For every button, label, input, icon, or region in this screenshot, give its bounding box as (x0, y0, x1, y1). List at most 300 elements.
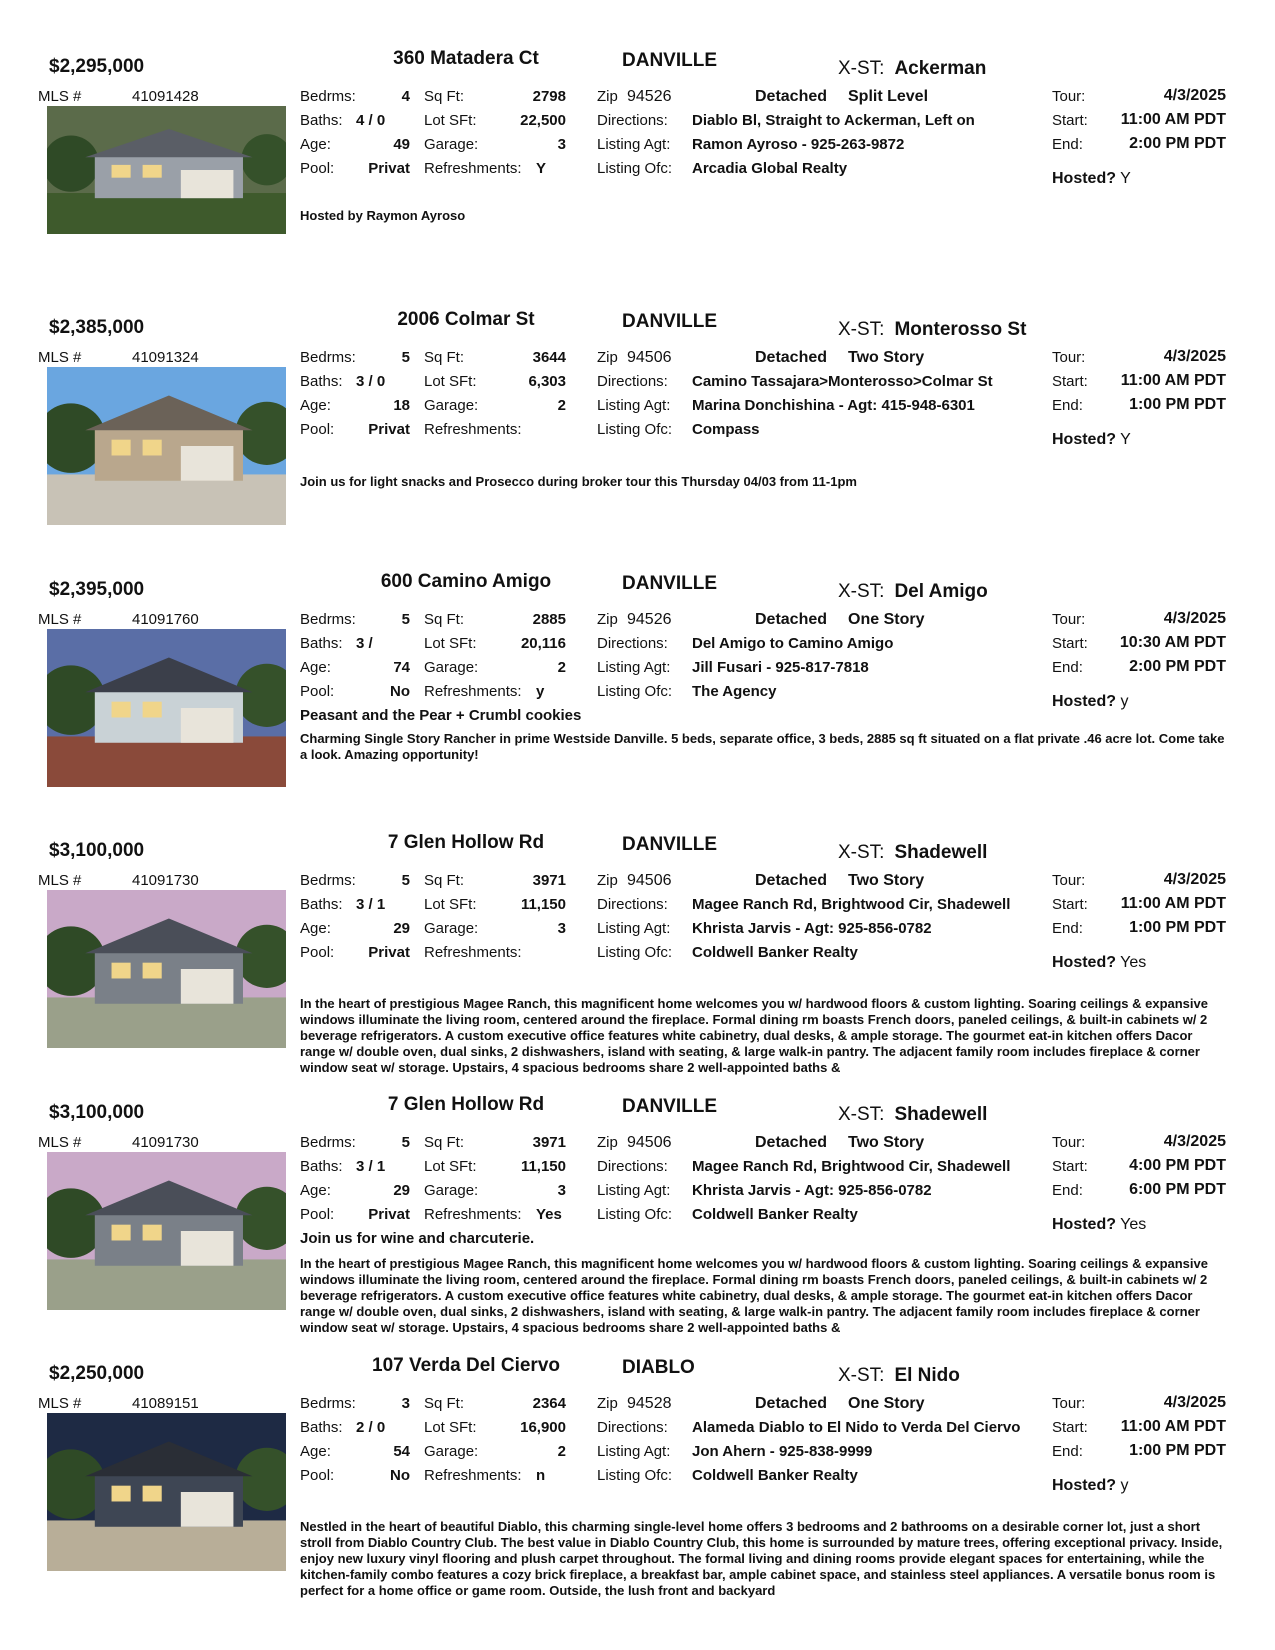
garage-value: 3 (557, 1182, 566, 1199)
age-label: Age: (300, 1443, 331, 1460)
start-time: 11:00 AM PDT (1120, 111, 1226, 128)
mls-number: 41091428 (132, 88, 199, 105)
listing-card (0, 1086, 1275, 1348)
photo-garage-door (181, 1492, 234, 1527)
lot-label: Lot SFt: (424, 635, 477, 652)
pool-value: Privat (368, 944, 410, 961)
lot-value: 16,900 (520, 1419, 566, 1436)
bedrooms-label: Bedrms: (300, 88, 356, 105)
city: DANVILLE (622, 311, 717, 332)
pool-label: Pool: (300, 1206, 335, 1223)
city: DANVILLE (622, 834, 717, 855)
sqft-label: Sq Ft: (424, 1395, 465, 1412)
photo-ground (47, 997, 286, 1048)
bedrooms-value: 5 (401, 872, 410, 889)
photo-ground (47, 474, 286, 525)
cross-street-value: Monterosso St (894, 319, 1027, 340)
baths-value: 3 / 0 (356, 373, 386, 390)
zip-value: 94506 (627, 1134, 672, 1151)
garage-value: 2 (557, 659, 566, 676)
refreshments-value: Y (536, 160, 547, 177)
baths-label: Baths: (300, 112, 343, 129)
agent-value: Khrista Jarvis - Agt: 925-856-0782 (692, 1182, 932, 1199)
mls-number: 41089151 (132, 1395, 199, 1412)
age-label: Age: (300, 920, 331, 937)
pool-value: Privat (368, 1206, 410, 1223)
hosted (1052, 431, 1131, 449)
garage-label: Garage: (424, 659, 479, 676)
garage-value: 3 (557, 136, 566, 153)
hosted (1052, 693, 1128, 711)
agent-label: Listing Agt: (597, 136, 671, 153)
property-style: One Story (848, 611, 925, 628)
cross-street-value: Shadewell (894, 1104, 988, 1125)
refreshments-label: Refreshments: (424, 160, 522, 177)
property-photo (47, 890, 286, 1048)
photo-window-left (112, 1486, 131, 1502)
garage-label: Garage: (424, 136, 479, 153)
hosted-label: Hosted? (1052, 170, 1116, 187)
address: 7 Glen Hollow Rd (387, 832, 545, 853)
baths-label: Baths: (300, 896, 343, 913)
agent-label: Listing Agt: (597, 1443, 671, 1460)
tour-date: 4/3/2025 (1163, 1133, 1226, 1150)
pool-label: Pool: (300, 421, 335, 438)
photo-window-left (112, 702, 131, 718)
directions-value: Del Amigo to Camino Amigo (692, 635, 894, 652)
bedrooms-label: Bedrms: (300, 611, 356, 628)
garage-label: Garage: (424, 1443, 479, 1460)
office-value: Coldwell Banker Realty (692, 1206, 858, 1223)
start-label: Start: (1052, 896, 1088, 913)
property-type: Detached (755, 611, 828, 628)
hosted-value: Y (1120, 170, 1131, 187)
photo-window-mid (143, 1225, 162, 1241)
agent-value: Jon Ahern - 925-838-9999 (692, 1443, 873, 1460)
bedrooms-label: Bedrms: (300, 349, 356, 366)
agent-label: Listing Agt: (597, 659, 671, 676)
start-time: 11:00 AM PDT (1120, 895, 1226, 912)
house-photo-icon (47, 890, 286, 1048)
cross-street (838, 842, 987, 864)
cross-street-value: El Nido (894, 1365, 960, 1386)
property-photo (47, 106, 286, 234)
pool-value: No (390, 683, 410, 700)
pool-label: Pool: (300, 683, 335, 700)
bedrooms-value: 3 (401, 1395, 410, 1412)
hosted (1052, 954, 1146, 972)
end-time: 1:00 PM PDT (1129, 396, 1226, 413)
tour-date: 4/3/2025 (1163, 87, 1226, 104)
zip-label: Zip (597, 611, 618, 628)
directions-label: Directions: (597, 1158, 668, 1175)
cross-street-label: X-ST: (838, 581, 885, 602)
end-time: 1:00 PM PDT (1129, 919, 1226, 936)
refreshments-label: Refreshments: (424, 944, 522, 961)
cross-street (838, 319, 1026, 341)
tour-date: 4/3/2025 (1163, 871, 1226, 888)
photo-ground (47, 193, 286, 234)
description (300, 208, 1230, 290)
hosted-label: Hosted? (1052, 1216, 1116, 1233)
lot-value: 20,116 (520, 635, 566, 652)
hosted-label: Hosted? (1052, 954, 1116, 971)
photo-window-mid (143, 1486, 162, 1502)
zip-label: Zip (597, 1134, 618, 1151)
bedrooms-value: 5 (401, 1134, 410, 1151)
cross-street (838, 581, 988, 603)
start-time: 11:00 AM PDT (1120, 1418, 1226, 1435)
tour-note: Peasant and the Pear + Crumbl cookies (300, 707, 582, 724)
garage-label: Garage: (424, 920, 479, 937)
lot-label: Lot SFt: (424, 373, 477, 390)
hosted-value: y (1120, 1477, 1129, 1494)
end-label: End: (1052, 920, 1083, 937)
house-photo-icon (47, 629, 286, 787)
refreshments-label: Refreshments: (424, 1206, 522, 1223)
listing-card (0, 563, 1275, 825)
office-value: Arcadia Global Realty (692, 160, 848, 177)
description: In the heart of prestigious Magee Ranch, this magnificent home welcomes you w/ hardwood floors & custom lighting. Soaring ceilings & expansive windows illuminate the living room, centered around the fireplace. Formal dining rm boasts French doors, paneled ceilings, & built-in cabinets w/ 2 beverage refrigerators. A custom executive office features white cabinetry, dual desks, & ample storage. The gourmet eat-in kitchen offers Dacor range w/ double oven, dual sinks, 2 dishwashers, island with seating, & large walk-in pantry. The adjacent family room includes fireplace & corner window seat w/ storage. Upstairs, 4 spacious bedrooms share 2 well-appointed baths & (300, 1256, 1208, 1335)
property-photo (47, 629, 286, 787)
price: $3,100,000 (49, 840, 145, 861)
price: $2,385,000 (49, 317, 145, 338)
cross-street-value: Ackerman (894, 58, 987, 79)
garage-value: 2 (557, 397, 566, 414)
office-value: Coldwell Banker Realty (692, 1467, 858, 1484)
bedrooms-value: 4 (401, 88, 410, 105)
tour-label: Tour: (1052, 1134, 1086, 1151)
bedrooms-value: 5 (401, 611, 410, 628)
hosted-value: y (1120, 693, 1129, 710)
tour-date: 4/3/2025 (1163, 610, 1226, 627)
description (300, 469, 1230, 551)
tour-date: 4/3/2025 (1163, 1394, 1226, 1411)
sqft-label: Sq Ft: (424, 88, 465, 105)
baths-label: Baths: (300, 1158, 343, 1175)
hosted-value: Y (1120, 431, 1131, 448)
start-time: 10:30 AM PDT (1119, 634, 1226, 651)
mls-label: MLS # (38, 1134, 82, 1151)
garage-value: 3 (557, 920, 566, 937)
hosted-value: Yes (1120, 1216, 1147, 1233)
mls-label: MLS # (38, 1395, 82, 1412)
office-label: Listing Ofc: (597, 1467, 673, 1484)
hosted (1052, 1216, 1146, 1234)
cross-street-label: X-ST: (838, 1365, 885, 1386)
office-value: Coldwell Banker Realty (692, 944, 858, 961)
end-label: End: (1052, 397, 1083, 414)
refreshments-value: y (536, 683, 545, 700)
photo-window-mid (143, 963, 162, 979)
hosted-value: Yes (1120, 954, 1147, 971)
hosted (1052, 170, 1131, 188)
small-note: Hosted by Raymon Ayroso (300, 208, 466, 223)
garage-label: Garage: (424, 1182, 479, 1199)
refreshments-label: Refreshments: (424, 683, 522, 700)
small-note: Join us for light snacks and Prosecco during broker tour this Thursday 04/03 from 11-1pm (300, 474, 857, 489)
directions-label: Directions: (597, 635, 668, 652)
agent-label: Listing Agt: (597, 920, 671, 937)
lot-label: Lot SFt: (424, 1158, 477, 1175)
property-photo (47, 1413, 286, 1571)
refreshments-value: n (536, 1467, 546, 1484)
lot-label: Lot SFt: (424, 896, 477, 913)
mls-number: 41091324 (132, 349, 199, 366)
photo-garage-door (181, 1231, 234, 1266)
baths-label: Baths: (300, 635, 343, 652)
zip-value: 94506 (627, 872, 672, 889)
cross-street-value: Shadewell (894, 842, 988, 863)
directions-value: Magee Ranch Rd, Brightwood Cir, Shadewell (692, 896, 1011, 913)
photo-window-mid (143, 440, 162, 456)
photo-garage-door (181, 446, 234, 481)
tour-note: Join us for wine and charcuterie. (300, 1230, 535, 1247)
directions-label: Directions: (597, 896, 668, 913)
city: DANVILLE (622, 1096, 717, 1117)
hosted (1052, 1477, 1128, 1495)
refreshments-label: Refreshments: (424, 1467, 522, 1484)
agent-value: Jill Fusari - 925-817-7818 (692, 659, 869, 676)
city: DIABLO (622, 1357, 695, 1378)
cross-street-label: X-ST: (838, 842, 885, 863)
garage-label: Garage: (424, 397, 479, 414)
mls-number: 41091760 (132, 611, 199, 628)
photo-garage-door (181, 708, 234, 743)
price: $2,295,000 (49, 56, 145, 77)
listing-card (0, 1347, 1275, 1609)
end-label: End: (1052, 136, 1083, 153)
start-label: Start: (1052, 112, 1088, 129)
tour-label: Tour: (1052, 349, 1086, 366)
lot-label: Lot SFt: (424, 112, 477, 129)
start-label: Start: (1052, 635, 1088, 652)
zip-label: Zip (597, 872, 618, 889)
garage-value: 2 (557, 1443, 566, 1460)
start-label: Start: (1052, 1158, 1088, 1175)
office-value: The Agency (692, 683, 777, 700)
house-photo-icon (47, 1152, 286, 1310)
photo-ground (47, 736, 286, 787)
agent-value: Ramon Ayroso - 925-263-9872 (692, 136, 905, 153)
hosted-label: Hosted? (1052, 1477, 1116, 1494)
age-label: Age: (300, 659, 331, 676)
property-style: Two Story (848, 872, 925, 889)
description: In the heart of prestigious Magee Ranch, this magnificent home welcomes you w/ hardwood floors & custom lighting. Soaring ceilings & expansive windows illuminate the living room, centered around the fireplace. Formal dining rm boasts French doors, paneled ceilings, & built-in cabinets w/ 2 beverage refrigerators. A custom executive office features white cabinetry, dual desks, & ample storage. The gourmet eat-in kitchen offers Dacor range w/ double oven, dual sinks, 2 dishwashers, island with seating, & large walk-in pantry. The adjacent family room includes fireplace & corner window seat w/ storage. Upstairs, 4 spacious bedrooms share 2 well-appointed baths & (300, 996, 1208, 1075)
address: 360 Matadera Ct (393, 48, 539, 69)
directions-label: Directions: (597, 1419, 668, 1436)
office-label: Listing Ofc: (597, 421, 673, 438)
sqft-value: 3971 (532, 872, 566, 889)
sqft-value: 3971 (532, 1134, 566, 1151)
office-label: Listing Ofc: (597, 160, 673, 177)
end-time: 2:00 PM PDT (1129, 658, 1226, 675)
tour-label: Tour: (1052, 1395, 1086, 1412)
age-label: Age: (300, 397, 331, 414)
mls-number: 41091730 (132, 1134, 199, 1151)
property-photo (47, 367, 286, 525)
zip-value: 94506 (627, 349, 672, 366)
tour-label: Tour: (1052, 88, 1086, 105)
agent-label: Listing Agt: (597, 1182, 671, 1199)
pool-value: Privat (368, 160, 410, 177)
photo-window-mid (143, 165, 162, 178)
tour-label: Tour: (1052, 611, 1086, 628)
hosted-label: Hosted? (1052, 693, 1116, 710)
bedrooms-label: Bedrms: (300, 1134, 356, 1151)
baths-value: 3 / 1 (356, 896, 386, 913)
age-label: Age: (300, 1182, 331, 1199)
mls-label: MLS # (38, 349, 82, 366)
mls-label: MLS # (38, 872, 82, 889)
listing-card (0, 40, 1275, 302)
address: 2006 Colmar St (397, 309, 535, 330)
photo-garage-door (181, 170, 234, 198)
refreshments-value: Yes (536, 1206, 562, 1223)
mls-label: MLS # (38, 88, 82, 105)
mls-number: 41091730 (132, 872, 199, 889)
address: 107 Verda Del Ciervo (372, 1355, 560, 1376)
house-photo-icon (47, 106, 286, 234)
description: Charming Single Story Rancher in prime Westside Danville. 5 beds, separate office, 3 beds, 2885 sq ft situated on a flat private .46 acre lot. Come take a look. Amazing opportunity! (300, 731, 1225, 762)
property-type: Detached (755, 349, 828, 366)
end-time: 6:00 PM PDT (1129, 1181, 1226, 1198)
start-time: 11:00 AM PDT (1120, 372, 1226, 389)
bedrooms-label: Bedrms: (300, 1395, 356, 1412)
directions-label: Directions: (597, 373, 668, 390)
pool-value: Privat (368, 421, 410, 438)
agent-value: Khrista Jarvis - Agt: 925-856-0782 (692, 920, 932, 937)
age-label: Age: (300, 136, 331, 153)
zip-value: 94526 (627, 88, 672, 105)
house-photo-icon (47, 1413, 286, 1571)
age-value: 29 (393, 920, 410, 937)
directions-value: Camino Tassajara>Monterosso>Colmar St (692, 373, 993, 390)
baths-value: 2 / 0 (356, 1419, 386, 1436)
baths-value: 3 / 1 (356, 1158, 386, 1175)
cross-street (838, 1365, 960, 1387)
zip-label: Zip (597, 349, 618, 366)
office-label: Listing Ofc: (597, 1206, 673, 1223)
cross-street-label: X-ST: (838, 319, 885, 340)
start-label: Start: (1052, 1419, 1088, 1436)
photo-ground (47, 1259, 286, 1310)
description: Nestled in the heart of beautiful Diablo, this charming single-level home offers 3 bedrooms and 2 bathrooms on a desirable corner lot, just a short stroll from Diablo Country Club. The best value in Diablo Country Club, this home is surrounded by mature trees, offering exceptional privacy. Inside, enjoy new luxury vinyl flooring and plush carpet throughout. The formal living and dining rooms provide elegant spaces for entertaining, while the kitchen-family combo features a cozy brick fireplace, a breakfast bar, ample cabinet space, and stainless steel appliances. A versatile bonus room is perfect for a home office or game room. Outside, the lush front and backyard (300, 1519, 1223, 1598)
tour-label: Tour: (1052, 872, 1086, 889)
price: $2,250,000 (49, 1363, 145, 1384)
end-time: 1:00 PM PDT (1129, 1442, 1226, 1459)
cross-street-label: X-ST: (838, 1104, 885, 1125)
zip-label: Zip (597, 1395, 618, 1412)
lot-value: 6,303 (528, 373, 566, 390)
end-label: End: (1052, 1182, 1083, 1199)
directions-value: Alameda Diablo to El Nido to Verda Del Ciervo (692, 1419, 1021, 1436)
lot-label: Lot SFt: (424, 1419, 477, 1436)
cross-street (838, 58, 986, 80)
photo-ground (47, 1520, 286, 1571)
price: $2,395,000 (49, 579, 145, 600)
directions-value: Magee Ranch Rd, Brightwood Cir, Shadewell (692, 1158, 1011, 1175)
property-photo (47, 1152, 286, 1310)
sqft-label: Sq Ft: (424, 872, 465, 889)
zip-label: Zip (597, 88, 618, 105)
property-style: Two Story (848, 1134, 925, 1151)
property-type: Detached (755, 88, 828, 105)
sqft-value: 2885 (532, 611, 566, 628)
price: $3,100,000 (49, 1102, 145, 1123)
sqft-value: 2364 (532, 1395, 566, 1412)
sqft-label: Sq Ft: (424, 1134, 465, 1151)
directions-value: Diablo Bl, Straight to Ackerman, Left on (692, 112, 975, 129)
city: DANVILLE (622, 573, 717, 594)
address: 600 Camino Amigo (380, 571, 552, 592)
tour-date: 4/3/2025 (1163, 348, 1226, 365)
photo-window-left (112, 165, 131, 178)
cross-street (838, 1104, 987, 1126)
address: 7 Glen Hollow Rd (387, 1094, 545, 1115)
directions-label: Directions: (597, 112, 668, 129)
lot-value: 11,150 (520, 1158, 566, 1175)
sqft-label: Sq Ft: (424, 349, 465, 366)
pool-label: Pool: (300, 160, 335, 177)
property-type: Detached (755, 1395, 828, 1412)
hosted-label: Hosted? (1052, 431, 1116, 448)
sqft-value: 3644 (532, 349, 566, 366)
baths-value: 4 / 0 (356, 112, 386, 129)
photo-window-left (112, 1225, 131, 1241)
end-label: End: (1052, 1443, 1083, 1460)
sqft-value: 2798 (532, 88, 566, 105)
property-type: Detached (755, 872, 828, 889)
pool-label: Pool: (300, 944, 335, 961)
cross-street-value: Del Amigo (894, 581, 988, 602)
lot-value: 11,150 (520, 896, 566, 913)
zip-value: 94528 (627, 1395, 672, 1412)
end-label: End: (1052, 659, 1083, 676)
end-time: 2:00 PM PDT (1129, 135, 1226, 152)
start-label: Start: (1052, 373, 1088, 390)
house-photo-icon (47, 367, 286, 525)
age-value: 74 (393, 659, 410, 676)
baths-label: Baths: (300, 1419, 343, 1436)
age-value: 49 (393, 136, 410, 153)
photo-garage-door (181, 969, 234, 1004)
age-value: 54 (393, 1443, 410, 1460)
bedrooms-label: Bedrms: (300, 872, 356, 889)
property-style: One Story (848, 1395, 925, 1412)
mls-label: MLS # (38, 611, 82, 628)
photo-window-mid (143, 702, 162, 718)
bedrooms-value: 5 (401, 349, 410, 366)
office-label: Listing Ofc: (597, 683, 673, 700)
agent-value: Marina Donchishina - Agt: 415-948-6301 (692, 397, 975, 414)
pool-label: Pool: (300, 1467, 335, 1484)
property-type: Detached (755, 1134, 828, 1151)
refreshments-label: Refreshments: (424, 421, 522, 438)
property-style: Split Level (848, 88, 929, 105)
pool-value: No (390, 1467, 410, 1484)
listing-card (0, 301, 1275, 563)
age-value: 18 (393, 397, 410, 414)
sqft-label: Sq Ft: (424, 611, 465, 628)
listing-card (0, 824, 1275, 1086)
property-style: Two Story (848, 349, 925, 366)
baths-value: 3 / (356, 635, 373, 652)
zip-value: 94526 (627, 611, 672, 628)
photo-window-left (112, 440, 131, 456)
agent-label: Listing Agt: (597, 397, 671, 414)
age-value: 29 (393, 1182, 410, 1199)
